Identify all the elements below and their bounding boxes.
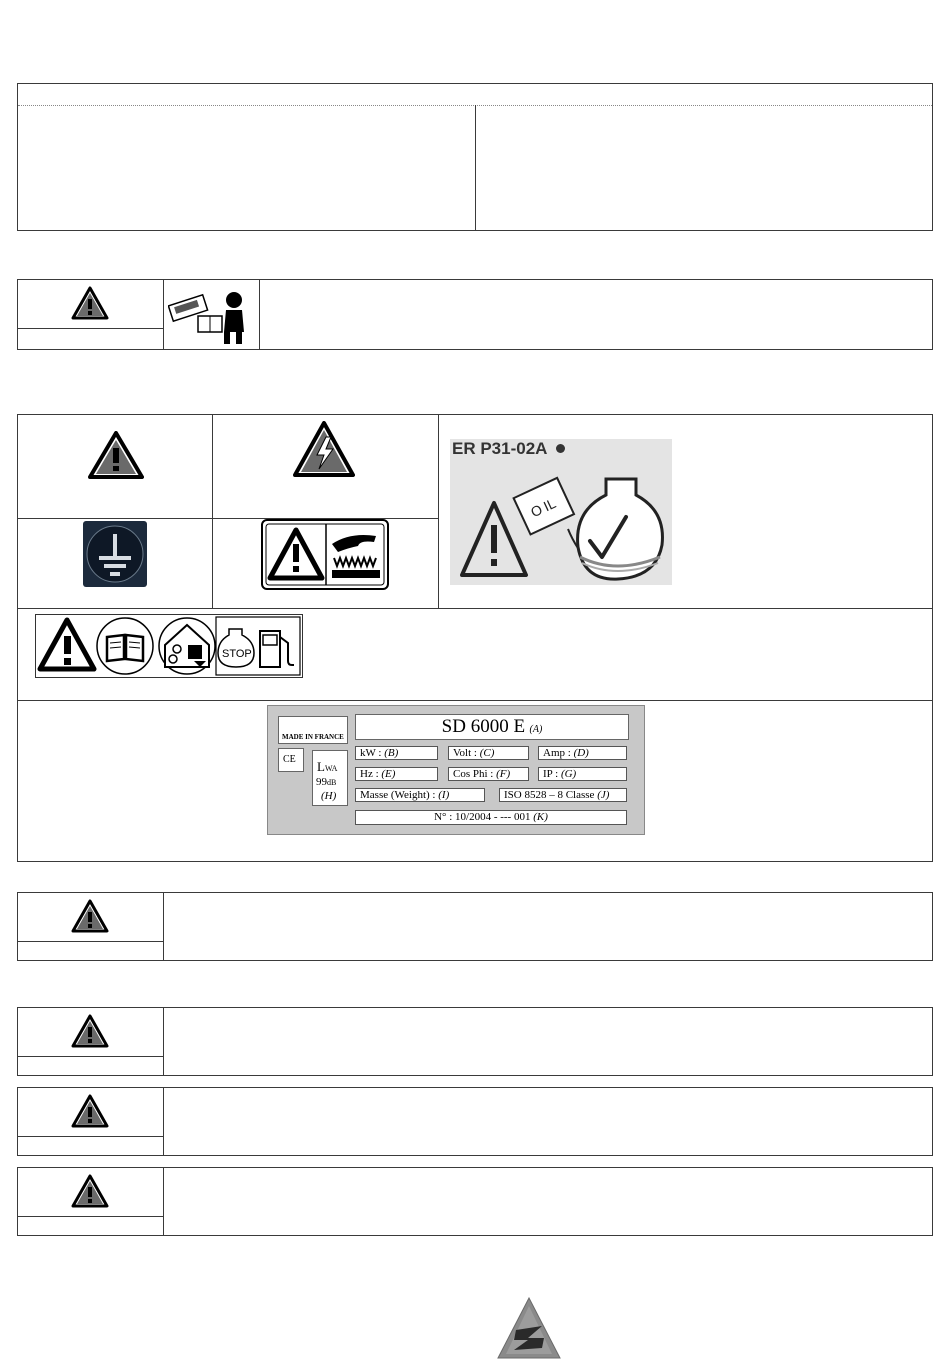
svg-text:O: O (528, 501, 545, 521)
warning-triangle-icon (40, 620, 94, 669)
warning-triangle-icon (71, 1174, 109, 1208)
warning-row (17, 1087, 933, 1156)
rating-plate (267, 705, 645, 835)
sound-power-box: LWA 99dB (H) (312, 750, 348, 806)
top-table (17, 83, 933, 231)
symbols-table (17, 414, 933, 862)
model-box (355, 714, 629, 740)
stop-label: STOP (222, 648, 252, 660)
oil-level-label (450, 439, 672, 585)
warning-triangle-icon (71, 899, 109, 933)
volt-field: Volt : (C) (448, 746, 529, 760)
made-in-france-box: MADE IN FRANCE (278, 716, 348, 744)
iso-class-field: ISO 8528 – 8 Classe (J) (499, 788, 627, 802)
hot-surface-warning-icon (260, 518, 390, 591)
brand-logo-icon (496, 1296, 562, 1360)
hz-field: Hz : (E) (355, 767, 438, 781)
amp-field: Amp : (D) (538, 746, 627, 760)
serial-number-field: N° : 10/2004 - --- 001 (K) (355, 810, 627, 825)
warning-triangle-icon (71, 286, 109, 320)
reading-manual-pictogram-icon (168, 286, 254, 346)
svg-text:IL: IL (540, 494, 559, 515)
warning-triangle-icon (71, 1014, 109, 1048)
safety-pictogram-strip (35, 614, 303, 678)
oil-label-code: ER P31-02A (452, 439, 548, 458)
warning-row (17, 1167, 933, 1236)
ip-field: IP : (G) (538, 767, 627, 781)
oil-label-dot-icon (556, 444, 565, 453)
earth-ground-icon (83, 521, 147, 587)
cos-phi-field: Cos Phi : (F) (448, 767, 529, 781)
exhaust-ventilation-icon (159, 618, 215, 674)
warning-row-read-manual (17, 279, 933, 350)
read-manual-icon (97, 618, 153, 674)
electrical-hazard-icon (293, 421, 355, 477)
warning-row (17, 1007, 933, 1076)
model-ref: (A) (529, 724, 543, 735)
warning-triangle-icon (71, 1094, 109, 1128)
top-table-divider (475, 105, 476, 230)
weight-field: Masse (Weight) : (I) (355, 788, 485, 802)
kw-field: kW : (B) (355, 746, 438, 760)
warning-row (17, 892, 933, 961)
model-name: SD 6000 E (441, 716, 526, 737)
oil-check-pictogram-icon (456, 465, 670, 583)
warning-triangle-icon (88, 431, 144, 479)
ce-mark: CE (278, 748, 304, 772)
